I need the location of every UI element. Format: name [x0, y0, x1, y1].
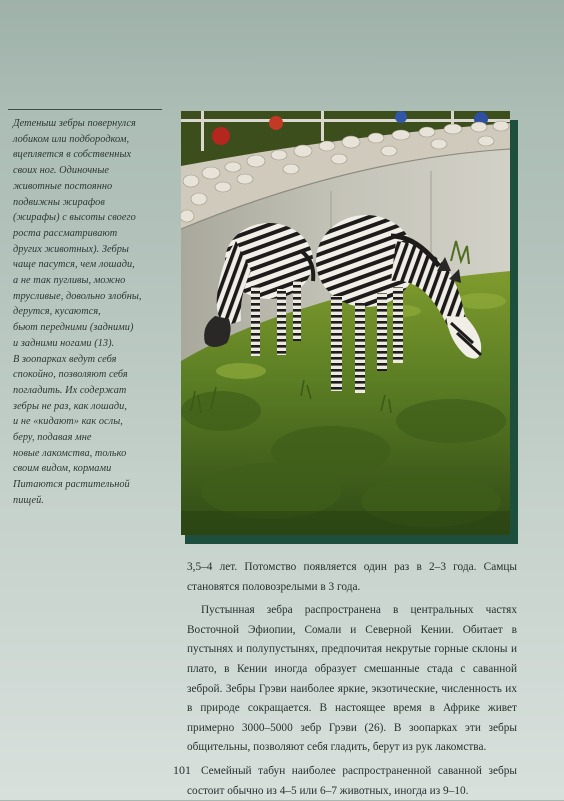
- sidebar-divider: [8, 109, 162, 110]
- caption-line: вцепляется в собственных: [13, 149, 132, 161]
- photo-caption: [13, 116, 163, 509]
- caption-line: подвижны жирафов: [13, 196, 105, 208]
- caption-line: а не так пугливы, можно: [13, 275, 126, 287]
- caption-line: погладить. Их содержат: [13, 384, 127, 396]
- caption-line: зебры не раз, как лошади,: [13, 400, 128, 412]
- paragraph: 3,5–4 лет. Потомство появляется один раз в 2–3 года. Самцы становятся половозрелыми в 3 года.: [187, 561, 517, 593]
- caption-line: лобиком или подбородком,: [13, 133, 130, 145]
- caption-line: В зоопарках ведут себя: [13, 353, 117, 365]
- caption-line: трусливые, довольно злобны,: [13, 290, 142, 302]
- caption-line: роста рассматривают: [13, 227, 118, 239]
- paragraph: Семейный табун наиболее распространенной саванной зебры состоит обычно из 4–5 или 6–7 животных, иногда из 9–10.: [187, 764, 517, 797]
- caption-line: своим видом, кормами: [13, 463, 112, 475]
- page-number: 101: [173, 763, 191, 777]
- caption-line: животные постоянно: [13, 180, 113, 192]
- caption-line: Питаются растительной: [13, 479, 130, 491]
- caption-line: беру, подавая мне: [13, 432, 92, 444]
- caption-line: пищей.: [13, 494, 44, 506]
- paragraph: Пустынная зебра распространена в центральных частях Восточной Эфиопии, Сомали и Северной Кении. Обитает в пустынях и полупустынях, предпочитая некрутые горные склоны и плато, в Кении иногда образует смешанные стада с саванной зеброй. Зебры Грэви наиболее яркие, экзотические, численность их в природе сокращается. В настоящее время в Африке живет примерно 3000–5000 зебр Грэви (26). В зоопарках эти зебры общительны, позволяют себя гладить, берут из рук лакомства.: [187, 604, 517, 754]
- caption-line: (жирафы) с высоты своего: [13, 212, 136, 224]
- caption-line: дерутся, кусаются,: [13, 306, 101, 318]
- caption-line: чаще пасутся, чем лошади,: [13, 259, 135, 271]
- caption-line: новые лакомства, только: [13, 447, 127, 459]
- body-text: [187, 558, 517, 801]
- caption-line: других животных). Зебры: [13, 243, 129, 255]
- page-top-shade: [0, 0, 564, 110]
- caption-line: и не «кидают» как ослы,: [13, 416, 123, 428]
- caption-line: своих ног. Одиночные: [13, 165, 109, 177]
- caption-line: и задними ногами (13).: [13, 337, 115, 349]
- caption-line: бьют передними (задними): [13, 322, 134, 334]
- zebra-photo: [181, 111, 510, 535]
- caption-line: Детеныш зебры повернулся: [13, 118, 136, 129]
- zebra-photo-image: [181, 111, 510, 535]
- caption-line: спокойно, позволяют себя: [13, 369, 128, 381]
